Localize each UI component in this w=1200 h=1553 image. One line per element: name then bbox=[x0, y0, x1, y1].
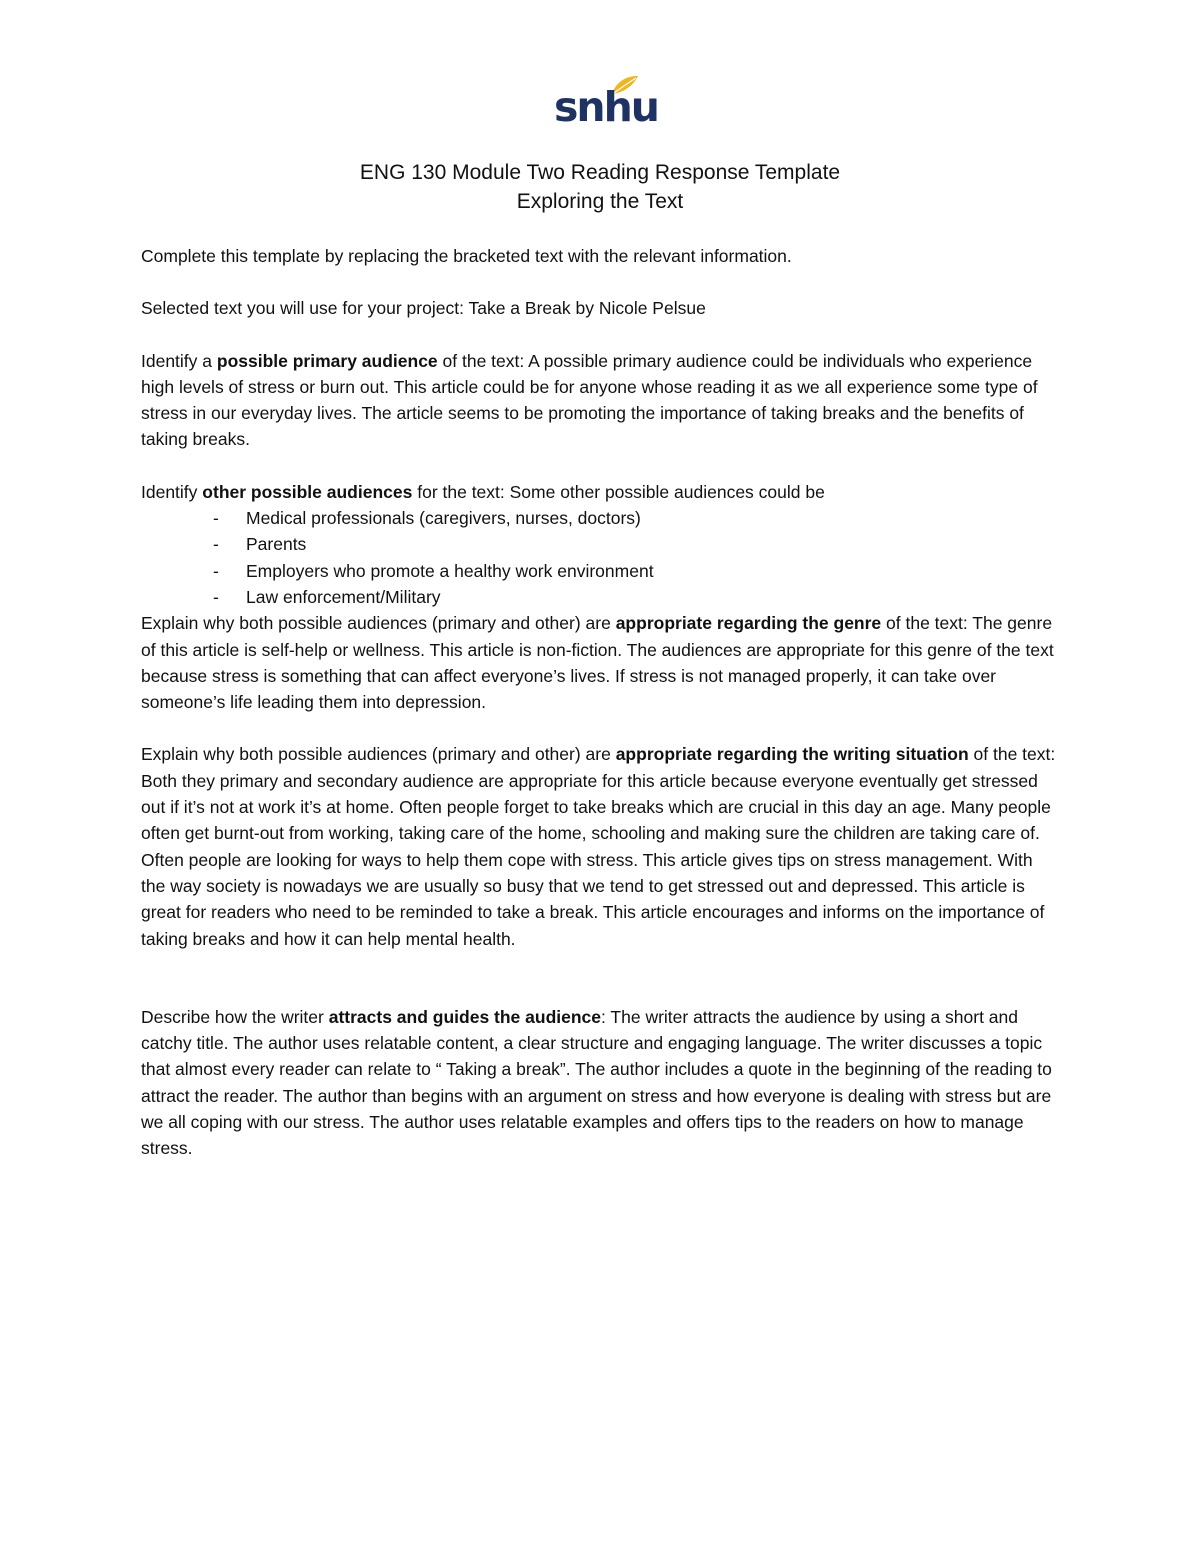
attracts-prefix: Describe how the writer bbox=[141, 1006, 329, 1027]
genre-bold: appropriate regarding the genre bbox=[615, 613, 882, 634]
instructions: Complete this template by replacing the bracketed text with the relevant information. bbox=[141, 246, 792, 266]
document-title bbox=[0, 158, 1200, 216]
list-item: - Law enforcement/Military bbox=[141, 584, 1061, 610]
primary-prefix: Identify a bbox=[141, 350, 217, 371]
other-prefix: Identify bbox=[141, 481, 203, 502]
situation-bold: appropriate regarding the writing situation bbox=[615, 744, 969, 765]
primary-answer: of the text: A possible primary audience could be individuals who experience high levels of stress or burn out. This article could be for anyone whose reading it as we all experience some type of stress in our everyday lives. The article seems to be promoting the importance of taking breaks and the benefits of taking breaks. bbox=[141, 350, 1038, 450]
logo-wordmark: snhu bbox=[554, 83, 658, 131]
list-item: - Medical professionals (caregivers, nurses, doctors) bbox=[141, 505, 1061, 531]
attracts-guides-section bbox=[141, 1004, 1061, 1162]
primary-bold: possible primary audience bbox=[216, 350, 438, 371]
genre-prefix: Explain why both possible audiences (primary and other) are bbox=[141, 613, 616, 634]
document-body bbox=[141, 243, 1061, 1162]
other-audiences-list bbox=[141, 505, 1061, 610]
selected-text: Selected text you will use for your project: Take a Break by Nicole Pelsue bbox=[141, 298, 706, 319]
attracts-bold: attracts and guides the audience bbox=[328, 1006, 602, 1027]
primary-audience-section bbox=[141, 348, 1061, 453]
attracts-answer: : The writer attracts the audience by using a short and catchy title. The author uses relatable content, a clear structure and engaging language. The writer discusses a topic that almost every reader can relate to “ Taking a break”. The author includes a quote in the beginning of the reading to attract the reader. The author than begins with an argument on stress and how everyone is dealing with stress but are we all coping with our stress. The author uses relatable examples and offers tips to the readers on how to manage stress. bbox=[141, 1006, 1052, 1159]
list-item: - Parents bbox=[141, 531, 1061, 557]
other-answer: for the text: Some other possible audiences could be bbox=[412, 481, 825, 502]
genre-section bbox=[141, 610, 1061, 715]
snhu-logo bbox=[554, 74, 658, 134]
title-line-1: ENG 130 Module Two Reading Response Template bbox=[359, 161, 841, 184]
title-line-2: Exploring the Text bbox=[516, 190, 684, 213]
situation-answer: of the text: Both they primary and secondary audience are appropriate for this article because everyone eventually get stressed out if it’s not at work it’s at home. Often people forget to take breaks which are crucial in this day an age. Many people often get burnt-out from working, taking care of the home, schooling and making sure the children are taking care of. Often people are looking for ways to help them cope with stress. This article gives tips on stress management. With the way society is nowadays we are usually so busy that we tend to get stressed out and depressed. This article is great for readers who need to be reminded to take a break. This article encourages and informs on the importance of taking breaks and how it can help mental health. bbox=[141, 744, 1056, 949]
writing-situation-section bbox=[141, 741, 1061, 951]
genre-answer: of the text: The genre of this article is self-help or wellness. This article is non-fiction. The audiences are appropriate for this genre of the text because stress is something that can affect everyone’s lives. If stress is not managed properly, it can take over someone’s life leading them into depression. bbox=[141, 613, 1054, 713]
other-bold: other possible audiences bbox=[202, 481, 413, 502]
situation-prefix: Explain why both possible audiences (primary and other) are bbox=[141, 744, 616, 765]
other-audiences-section bbox=[141, 479, 1061, 505]
list-item: - Employers who promote a healthy work environment bbox=[141, 558, 1061, 584]
